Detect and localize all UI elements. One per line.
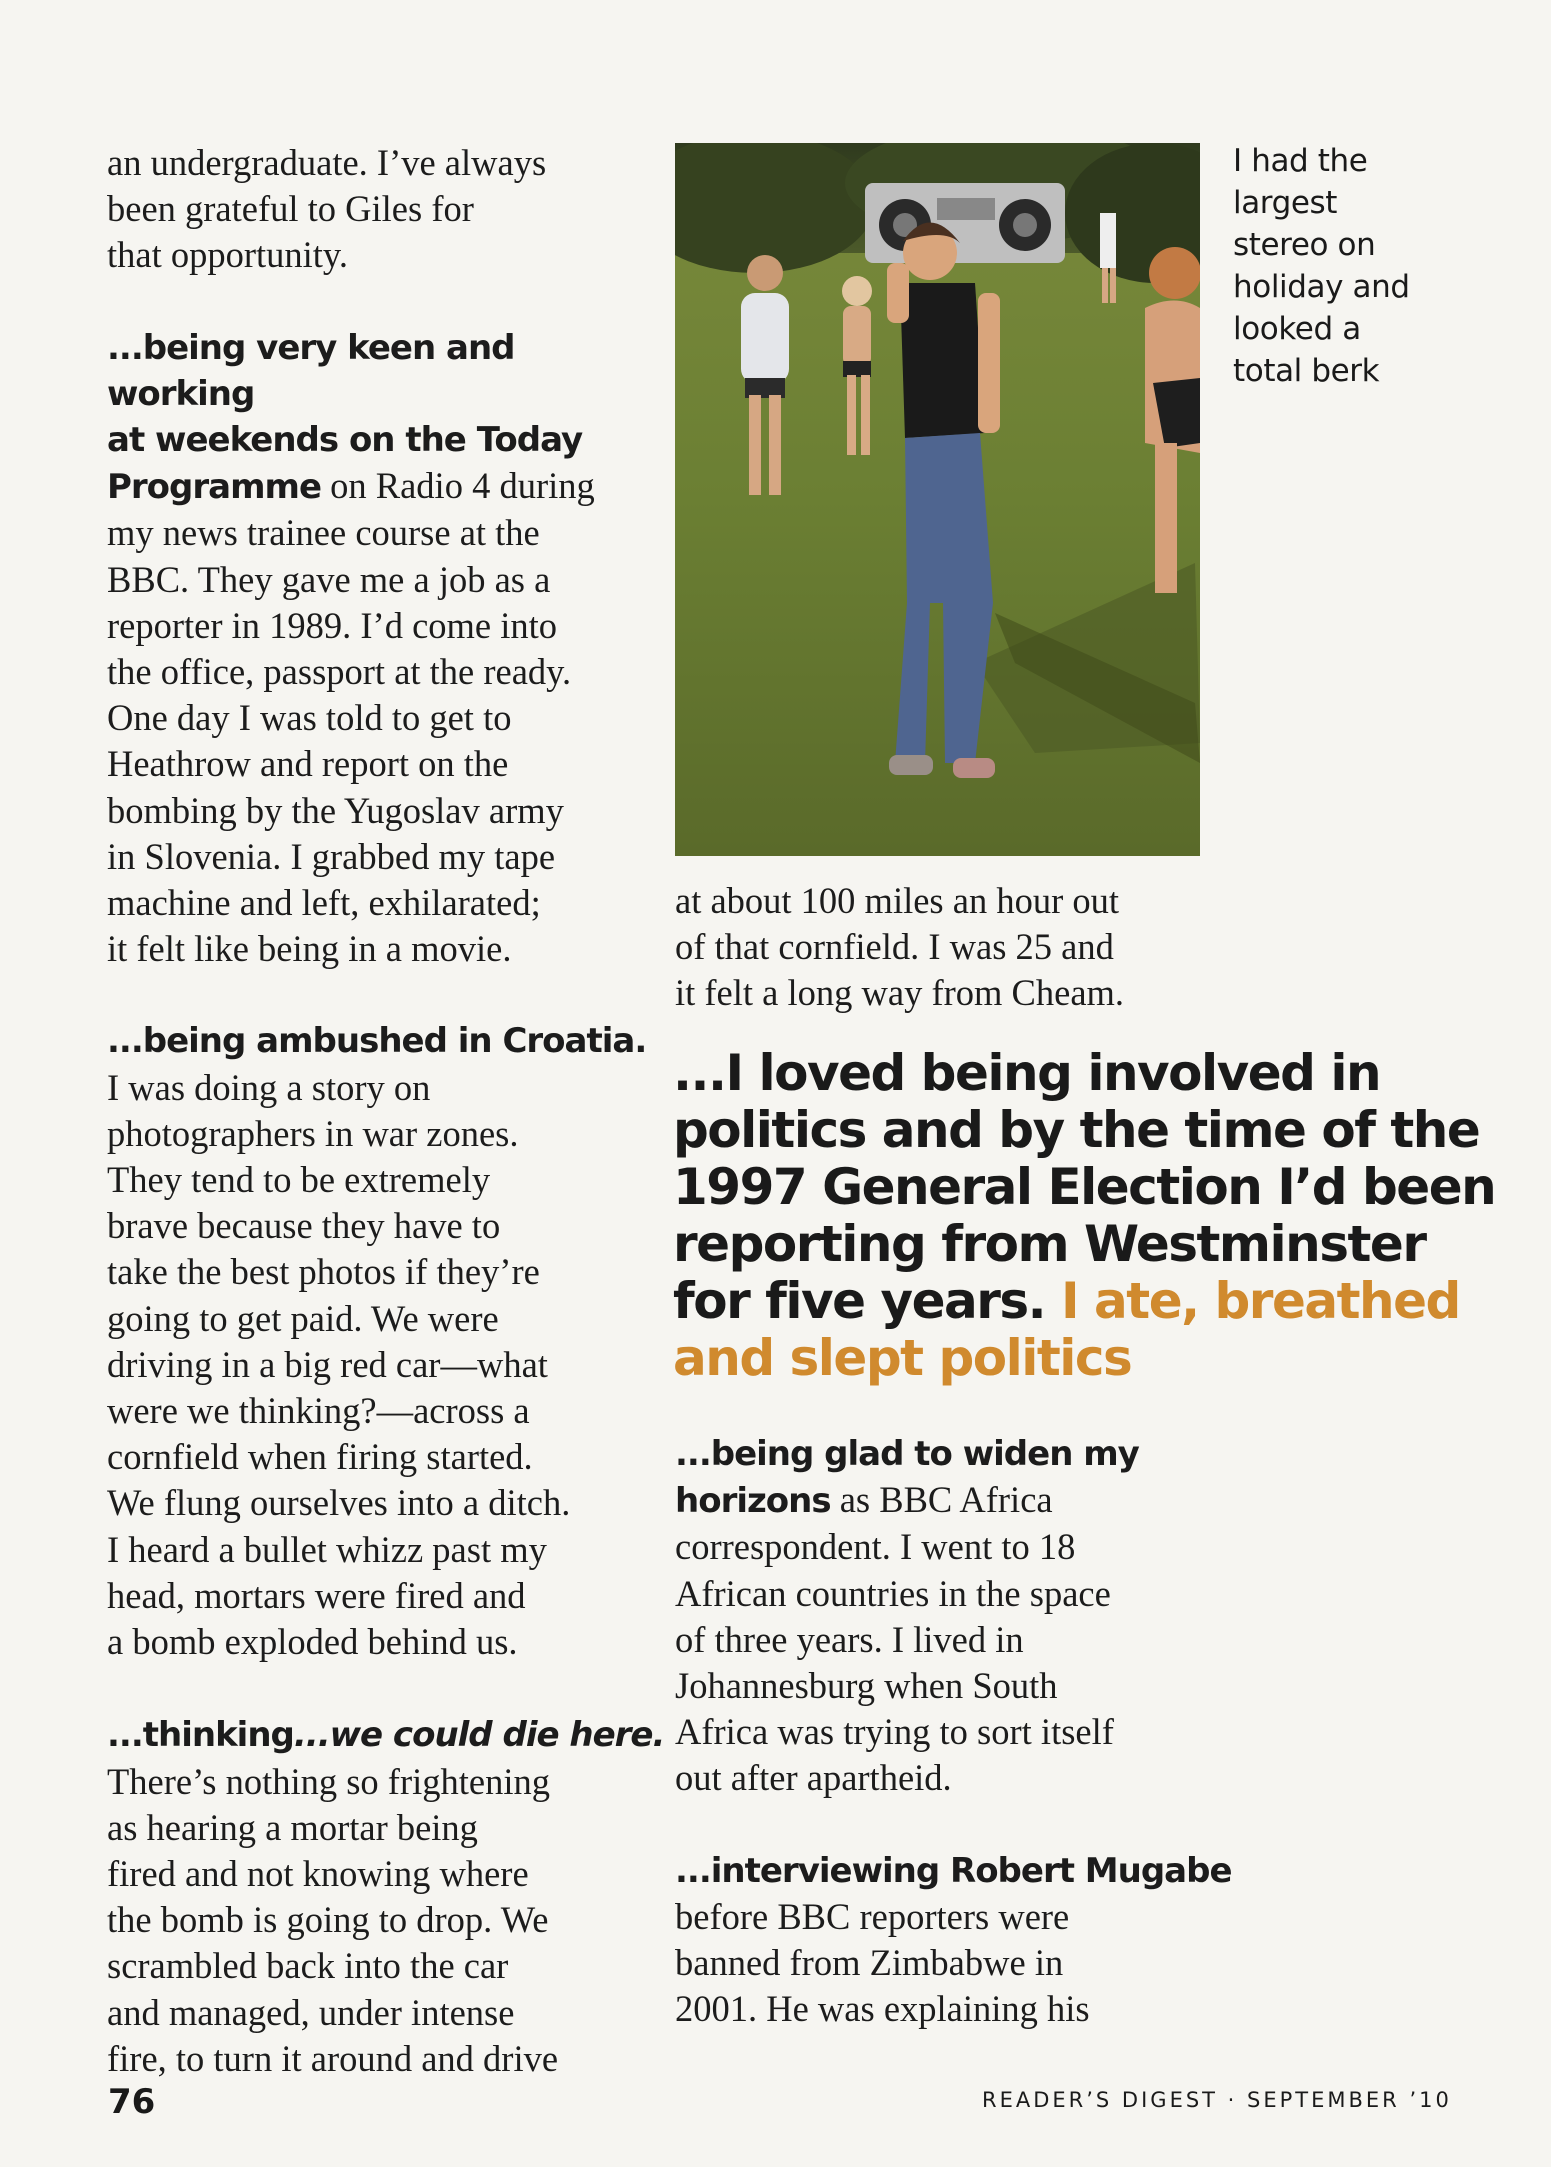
section-africa-correspondent: ...being glad to widen my horizons as BBC Africa correspondent. I went to 18 African countries in the space of three years. I lived in Johannesburg when South Africa was trying to sort itself out after apartheid. <box>675 1434 1139 1799</box>
photo-caption: I had the largest stereo on holiday and looked a total berk <box>1233 143 1410 389</box>
section-could-die-here: ...thinking...we could die here. There’s nothing so frightening as hearing a mortar being fired and not knowing where the bomb is going to drop. We scrambled back into the car and managed, under intense fire, to turn it around and drive <box>107 1715 665 2079</box>
paragraph-intro-end: an undergraduate. I’ve always been grateful to Giles for that opportunity. <box>107 142 547 276</box>
section-today-programme: ...being very keen and working at weekends on the Today Programme on Radio 4 during my news trainee course at the BBC. They gave me a job as a reporter in 1989. I’d come into the office, passport at the ready. One day I was told to get to Heathrow and report on the bombing by the Yugoslav army in Slovenia. I grabbed my tape machine and left, exhilarated; it felt like being in a movie. <box>107 327 595 970</box>
holiday-photo <box>675 143 1200 856</box>
pull-quote-accent: I ate, breathed <box>1061 1272 1460 1330</box>
publication-footer: READER’S DIGEST · SEPTEMBER ’10 <box>982 2088 1452 2112</box>
page-number: 76 <box>108 2082 156 2122</box>
pull-quote: ...I loved being involved in politics and by the time of the 1997 General Election I’d been reporting from Westminster for five years. I ate, breathed and slept politics <box>673 1045 1533 1387</box>
right-column-sections <box>675 1431 1235 2032</box>
right-column-continued: at about 100 miles an hour out of that cornfield. I was 25 and it felt a long way from Cheam. <box>675 880 1125 1014</box>
section-ambushed-croatia: ...being ambushed in Croatia. I was doing a story on photographers in war zones. They tend to be extremely brave because they have to take the best photos if they’re going to get paid. We were driving in a big red car—what were we thinking?—across a cornfield when firing started. We flung ourselves into a ditch. I heard a bullet whizz past my head, mortars were fired and a bomb exploded behind us. <box>107 1021 647 1663</box>
left-column <box>107 140 667 2082</box>
section-mugabe: ...interviewing Robert Mugabe before BBC reporters were banned from Zimbabwe in 2001. He was explaining his <box>675 1850 1232 2030</box>
pull-quote-accent-line: and slept politics <box>673 1329 1132 1387</box>
